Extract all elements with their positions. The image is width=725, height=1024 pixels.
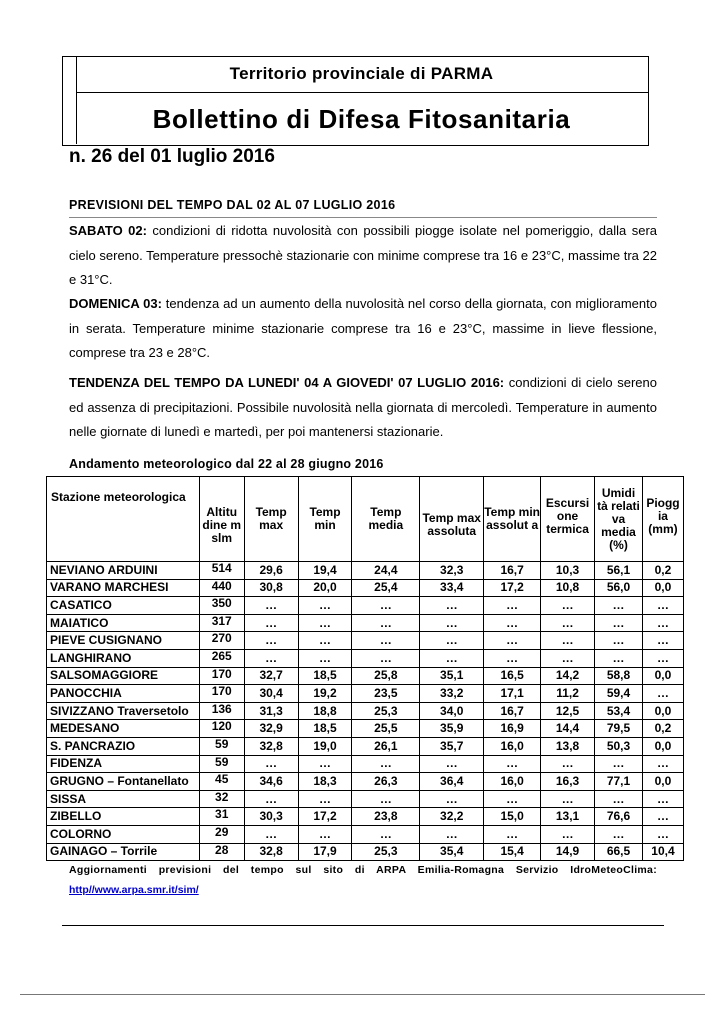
table-row [47,790,684,808]
temp-max-abs-cell: … [420,614,484,632]
station-cell: GAINAGO – Torrile [47,843,200,861]
temp-max-abs-cell: … [420,755,484,773]
temp-min-abs-cell: … [484,632,541,650]
temp-min-abs-cell: 16,0 [484,773,541,791]
footer-text: Aggiornamenti previsioni del tempo sul sito di ARPA Emilia-Romagna Servizio IdroMeteoClima: [69,864,657,876]
altitude-cell: 29 [199,825,244,843]
rain-cell: 0,0 [642,579,683,597]
temp-min-cell: … [298,825,352,843]
temp-max-cell: … [244,632,298,650]
altitude-cell: 317 [199,614,244,632]
excursion-cell: 14,4 [541,720,595,738]
temp-max-abs-cell: … [420,597,484,615]
header-rain: Piogg ia (mm) [642,477,683,562]
temp-min-abs-cell: 16,0 [484,737,541,755]
temp-max-abs-cell: 33,2 [420,685,484,703]
temp-min-cell: … [298,632,352,650]
humidity-cell: 58,8 [595,667,643,685]
temp-max-cell: 30,3 [244,808,298,826]
temp-max-cell: … [244,614,298,632]
temp-max-abs-cell: 32,2 [420,808,484,826]
temp-min-abs-cell: 15,4 [484,843,541,861]
forecast-title: PREVISIONI DEL TEMPO DAL 02 AL 07 LUGLIO 2016 [69,198,396,212]
temp-max-cell: 29,6 [244,562,298,580]
rain-cell: … [642,808,683,826]
rain-cell: 0,2 [642,562,683,580]
temp-min-abs-cell: … [484,825,541,843]
footer-divider [62,925,664,926]
station-cell: VARANO MARCHESI [47,579,200,597]
table-row [47,702,684,720]
table-title: Andamento meteorologico dal 22 al 28 giugno 2016 [69,457,384,471]
header-temp-min: Temp min [298,477,352,562]
rain-cell: 0,0 [642,737,683,755]
temp-min-cell: … [298,755,352,773]
station-cell: CASATICO [47,597,200,615]
header-divider [76,92,648,93]
table-row [47,667,684,685]
excursion-cell: 10,8 [541,579,595,597]
temp-max-cell: … [244,597,298,615]
temp-min-cell: … [298,790,352,808]
temp-min-abs-cell: … [484,597,541,615]
temp-media-cell: 24,4 [352,562,420,580]
station-cell: NEVIANO ARDUINI [47,562,200,580]
temp-media-cell: 25,8 [352,667,420,685]
humidity-cell: 79,5 [595,720,643,738]
temp-media-cell: 25,5 [352,720,420,738]
bulletin-title: Bollettino di Difesa Fitosanitaria [152,104,571,134]
humidity-cell: 77,1 [595,773,643,791]
temp-max-abs-cell: … [420,790,484,808]
temp-min-abs-cell: … [484,790,541,808]
table-row [47,720,684,738]
humidity-cell: 66,5 [595,843,643,861]
altitude-cell: 32 [199,790,244,808]
temp-max-cell: 31,3 [244,702,298,720]
station-cell: LANGHIRANO [47,649,200,667]
rain-cell: … [642,632,683,650]
rain-cell: … [642,755,683,773]
station-cell: ZIBELLO [47,808,200,826]
temp-media-cell: 25,3 [352,702,420,720]
altitude-cell: 440 [199,579,244,597]
temp-max-abs-cell: 36,4 [420,773,484,791]
temp-media-cell: … [352,649,420,667]
excursion-cell: 11,2 [541,685,595,703]
excursion-cell: 14,9 [541,843,595,861]
table-row [47,597,684,615]
temp-min-abs-cell: … [484,614,541,632]
header-humidity: Umidi tà relati va media (%) [595,477,643,562]
temp-media-cell: … [352,755,420,773]
excursion-cell: 13,8 [541,737,595,755]
saturday-text: condizioni di ridotta nuvolosità con possibili piogge isolate nel pomeriggio, dalla sera cielo sereno. Temperature pressochè stazionarie con minime comprese tra 16 e 23°C, massime tra 22 e 31°C. [69,223,657,287]
table-row [47,579,684,597]
excursion-cell: … [541,790,595,808]
temp-max-abs-cell: 35,9 [420,720,484,738]
temp-min-cell: … [298,614,352,632]
temp-min-cell: … [298,649,352,667]
table-row [47,773,684,791]
temp-min-cell: 19,4 [298,562,352,580]
temp-min-cell: 18,5 [298,667,352,685]
territory-title: Territorio provinciale di PARMA [229,64,494,83]
temp-min-abs-cell: … [484,649,541,667]
temp-max-cell: 32,9 [244,720,298,738]
temp-min-cell: … [298,597,352,615]
altitude-cell: 59 [199,755,244,773]
table-row [47,562,684,580]
table-header-row [47,477,684,562]
temp-max-abs-cell: … [420,632,484,650]
temp-min-cell: 17,2 [298,808,352,826]
excursion-cell: … [541,755,595,773]
arpa-link[interactable]: http//www.arpa.smr.it/sim/ [69,884,199,896]
temp-media-cell: 25,3 [352,843,420,861]
forecast-trend [69,371,657,445]
temp-media-cell: … [352,790,420,808]
humidity-cell: 56,0 [595,579,643,597]
header-station: Stazione meteorologica [47,477,200,562]
rain-cell: 0,0 [642,702,683,720]
temp-min-cell: 18,5 [298,720,352,738]
temp-min-cell: 19,0 [298,737,352,755]
temp-max-cell: … [244,755,298,773]
temp-media-cell: 25,4 [352,579,420,597]
excursion-cell: … [541,825,595,843]
temp-media-cell: … [352,825,420,843]
temp-min-abs-cell: 16,7 [484,702,541,720]
trend-label: TENDENZA DEL TEMPO DA LUNEDI' 04 A GIOVEDI' 07 LUGLIO 2016: [69,375,505,390]
temp-media-cell: 26,3 [352,773,420,791]
humidity-cell: … [595,632,643,650]
rain-cell: … [642,597,683,615]
humidity-cell: … [595,825,643,843]
rain-cell: … [642,649,683,667]
temp-media-cell: 23,8 [352,808,420,826]
table-row [47,808,684,826]
humidity-cell: … [595,597,643,615]
sunday-label: DOMENICA 03: [69,296,162,311]
rain-cell: 0,0 [642,773,683,791]
altitude-cell: 31 [199,808,244,826]
temp-min-abs-cell: 17,1 [484,685,541,703]
temp-max-cell: 30,8 [244,579,298,597]
station-cell: COLORNO [47,825,200,843]
rain-cell: … [642,790,683,808]
station-cell: PANOCCHIA [47,685,200,703]
station-cell: SALSOMAGGIORE [47,667,200,685]
temp-max-abs-cell: 32,3 [420,562,484,580]
altitude-cell: 265 [199,649,244,667]
temp-media-cell: … [352,597,420,615]
humidity-cell: 56,1 [595,562,643,580]
temp-min-abs-cell: … [484,755,541,773]
rain-cell: … [642,685,683,703]
temp-max-abs-cell: … [420,649,484,667]
table-row [47,649,684,667]
excursion-cell: … [541,614,595,632]
temp-max-cell: 30,4 [244,685,298,703]
temp-max-abs-cell: 35,4 [420,843,484,861]
temp-max-cell: 32,7 [244,667,298,685]
temp-max-abs-cell: 35,1 [420,667,484,685]
header-temp-max: Temp max [244,477,298,562]
temp-max-cell: … [244,825,298,843]
altitude-cell: 270 [199,632,244,650]
altitude-cell: 514 [199,562,244,580]
humidity-cell: … [595,614,643,632]
excursion-cell: 13,1 [541,808,595,826]
altitude-cell: 350 [199,597,244,615]
humidity-cell: 59,4 [595,685,643,703]
rain-cell: 10,4 [642,843,683,861]
humidity-cell: 53,4 [595,702,643,720]
sunday-text: tendenza ad un aumento della nuvolosità nel corso della giornata, con miglioramento in serata. Temperature minime stazionarie comprese tra 16 e 23°C, massime in lieve flessione, comprese tra 23 e 28°C. [69,296,657,360]
trend-text: condizioni di cielo sereno ed assenza di precipitazioni. Possibile nuvolosità nella giornata di mercoledì. Temperature in aumento nelle giornate di lunedì e martedì, per poi mantenersi stazionarie. [69,375,658,439]
humidity-cell: … [595,649,643,667]
header-excursion: Escursi one termica [541,477,595,562]
humidity-cell: … [595,790,643,808]
table-row [47,755,684,773]
excursion-cell: 16,3 [541,773,595,791]
excursion-cell: … [541,597,595,615]
excursion-cell: 10,3 [541,562,595,580]
altitude-cell: 170 [199,667,244,685]
page-bottom-divider [20,994,705,995]
temp-media-cell: … [352,614,420,632]
station-cell: SISSA [47,790,200,808]
altitude-cell: 45 [199,773,244,791]
station-cell: S. PANCRAZIO [47,737,200,755]
rain-cell: … [642,614,683,632]
header-temp-max-abs: Temp max assoluta [420,477,484,562]
rain-cell: … [642,825,683,843]
forecast-sunday [69,292,657,366]
station-cell: MEDESANO [47,720,200,738]
table-row [47,632,684,650]
rain-cell: 0,2 [642,720,683,738]
temp-min-abs-cell: 15,0 [484,808,541,826]
altitude-cell: 59 [199,737,244,755]
station-cell: MAIATICO [47,614,200,632]
humidity-cell: 50,3 [595,737,643,755]
temp-min-cell: 18,8 [298,702,352,720]
temp-media-cell: … [352,632,420,650]
bulletin-number: n. 26 del 01 luglio 2016 [69,146,275,167]
altitude-cell: 170 [199,685,244,703]
temp-max-cell: 34,6 [244,773,298,791]
temp-min-cell: 17,9 [298,843,352,861]
temp-min-cell: 18,3 [298,773,352,791]
excursion-cell: 12,5 [541,702,595,720]
temp-max-cell: … [244,790,298,808]
temp-max-abs-cell: 34,0 [420,702,484,720]
temp-max-abs-cell: 33,4 [420,579,484,597]
excursion-cell: 14,2 [541,667,595,685]
humidity-cell: 76,6 [595,808,643,826]
weather-table [46,476,684,861]
temp-min-abs-cell: 16,7 [484,562,541,580]
station-cell: FIDENZA [47,755,200,773]
temp-media-cell: 26,1 [352,737,420,755]
forecast-divider [69,217,657,218]
humidity-cell: … [595,755,643,773]
altitude-cell: 120 [199,720,244,738]
forecast-saturday [69,219,657,293]
temp-media-cell: 23,5 [352,685,420,703]
temp-min-cell: 20,0 [298,579,352,597]
altitude-cell: 136 [199,702,244,720]
table-row [47,737,684,755]
temp-max-cell: … [244,649,298,667]
excursion-cell: … [541,632,595,650]
excursion-cell: … [541,649,595,667]
table-row [47,825,684,843]
temp-min-cell: 19,2 [298,685,352,703]
station-cell: PIEVE CUSIGNANO [47,632,200,650]
header-altitude: Altitu dine m slm [199,477,244,562]
temp-min-abs-cell: 16,5 [484,667,541,685]
table-row [47,614,684,632]
station-cell: SIVIZZANO Traversetolo [47,702,200,720]
temp-max-abs-cell: 35,7 [420,737,484,755]
temp-min-abs-cell: 16,9 [484,720,541,738]
temp-max-abs-cell: … [420,825,484,843]
header-temp-min-abs: Temp min assolut a [484,477,541,562]
rain-cell: 0,0 [642,667,683,685]
station-cell: GRUGNO – Fontanellato [47,773,200,791]
temp-min-abs-cell: 17,2 [484,579,541,597]
temp-max-cell: 32,8 [244,737,298,755]
altitude-cell: 28 [199,843,244,861]
table-row [47,685,684,703]
header-temp-media: Temp media [352,477,420,562]
temp-max-cell: 32,8 [244,843,298,861]
saturday-label: SABATO 02: [69,223,147,238]
table-row [47,843,684,861]
